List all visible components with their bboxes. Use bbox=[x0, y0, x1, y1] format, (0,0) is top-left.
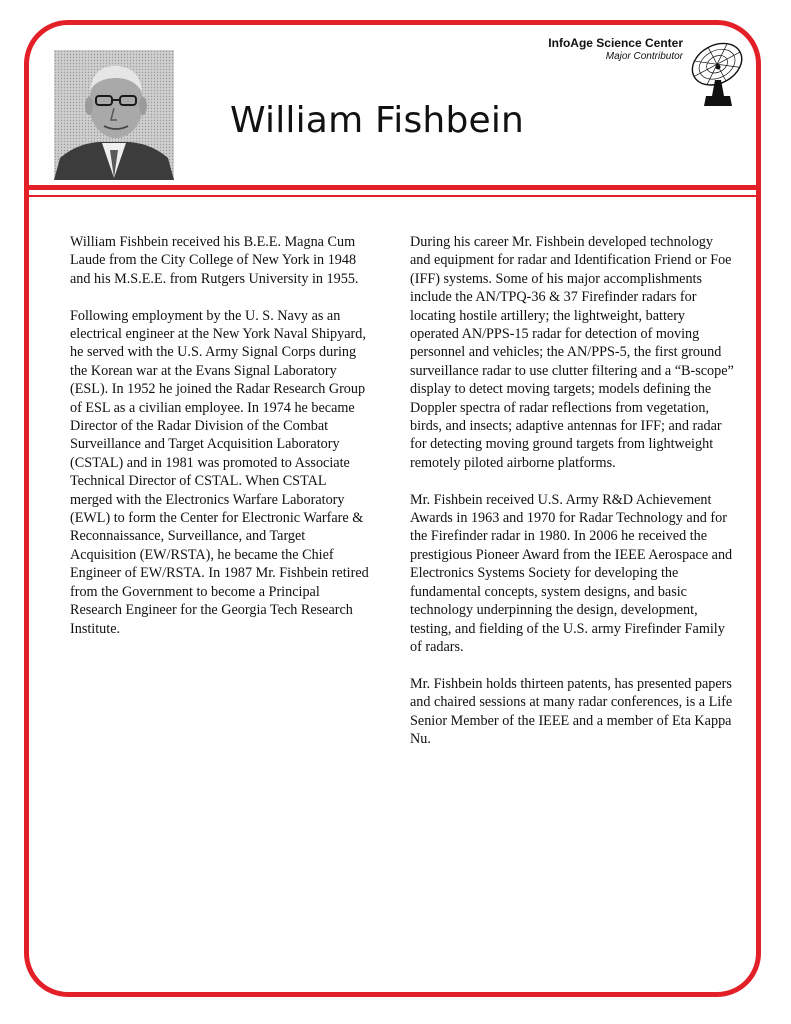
paragraph: Mr. Fishbein received U.S. Army R&D Achievement Awards in 1963 and 1970 for Radar Technology and for the Firefinder radar in 1980. In 2006 he received the prestigious Pioneer Award from the IEEE Aerospace and Electronics Systems Society for developing the fundamental concepts, system designs, and basic technology underpinning the design, development, testing, and fielding of the U.S. army Firefinder Family of radars. bbox=[410, 491, 733, 655]
organization-role: Major Contributor bbox=[605, 51, 683, 62]
radar-dish-icon bbox=[688, 38, 748, 110]
left-column bbox=[70, 233, 370, 656]
right-column bbox=[410, 233, 735, 767]
divider-thick bbox=[29, 185, 756, 190]
organization-name: InfoAge Science Center bbox=[548, 36, 683, 50]
paragraph: Following employment by the U. S. Navy as an electrical engineer at the New York Naval Shipyard, he served with the U.S. Army Signal Corps during the Korean war at the Evans Signal Laboratory (ESL). In 1952 he joined the Radar Research Group of ESL as a civilian employee. In 1974 he became Director of the Radar Division of the Combat Surveillance and Target Acquisition Laboratory (CSTAL) and in 1981 was promoted to Associate Technical Director of CSTAL. When CSTAL merged with the Electronics Warfare Laboratory (EWL) to form the Center for Electronic Warfare & Reconnaissance, Surveillance, and Target Acquisition (EW/RSTA), he became the Chief Engineer of EW/RSTA. In 1987 Mr. Fishbein retired from the Government to become a Principal Research Engineer for the Georgia Tech Research Institute. bbox=[70, 307, 369, 637]
paragraph: During his career Mr. Fishbein developed technology and equipment for radar and Identification Friend or Foe (IFF) systems. Some of his major accomplishments include the AN/TPQ-36 & 37 Firefinder radars for locating hostile artillery; the lightweight, battery operated AN/PPS-15 radar for detection of moving personnel and vehicles; the AN/PPS-5, the first ground surveillance radar to use clutter filtering and a “B-scope” display to detect moving targets; models defining the Doppler spectra of radar reflections from vegetation, birds, and insects; adaptive antennas for IFF; and radar for detecting moving ground targets from lightweight remotely piloted airborne platforms. bbox=[410, 234, 734, 471]
paragraph: William Fishbein received his B.E.E. Magna Cum Laude from the City College of New York in 1948 and his M.S.E.E. from Rutgers University in 1955. bbox=[70, 234, 359, 287]
page-title: William Fishbein bbox=[230, 100, 525, 141]
divider-thin bbox=[29, 195, 756, 197]
portrait-photo bbox=[54, 50, 174, 180]
paragraph: Mr. Fishbein holds thirteen patents, has presented papers and chaired sessions at many radar conferences, is a Life Senior Member of the IEEE and a member of Eta Kappa Nu. bbox=[410, 675, 733, 747]
